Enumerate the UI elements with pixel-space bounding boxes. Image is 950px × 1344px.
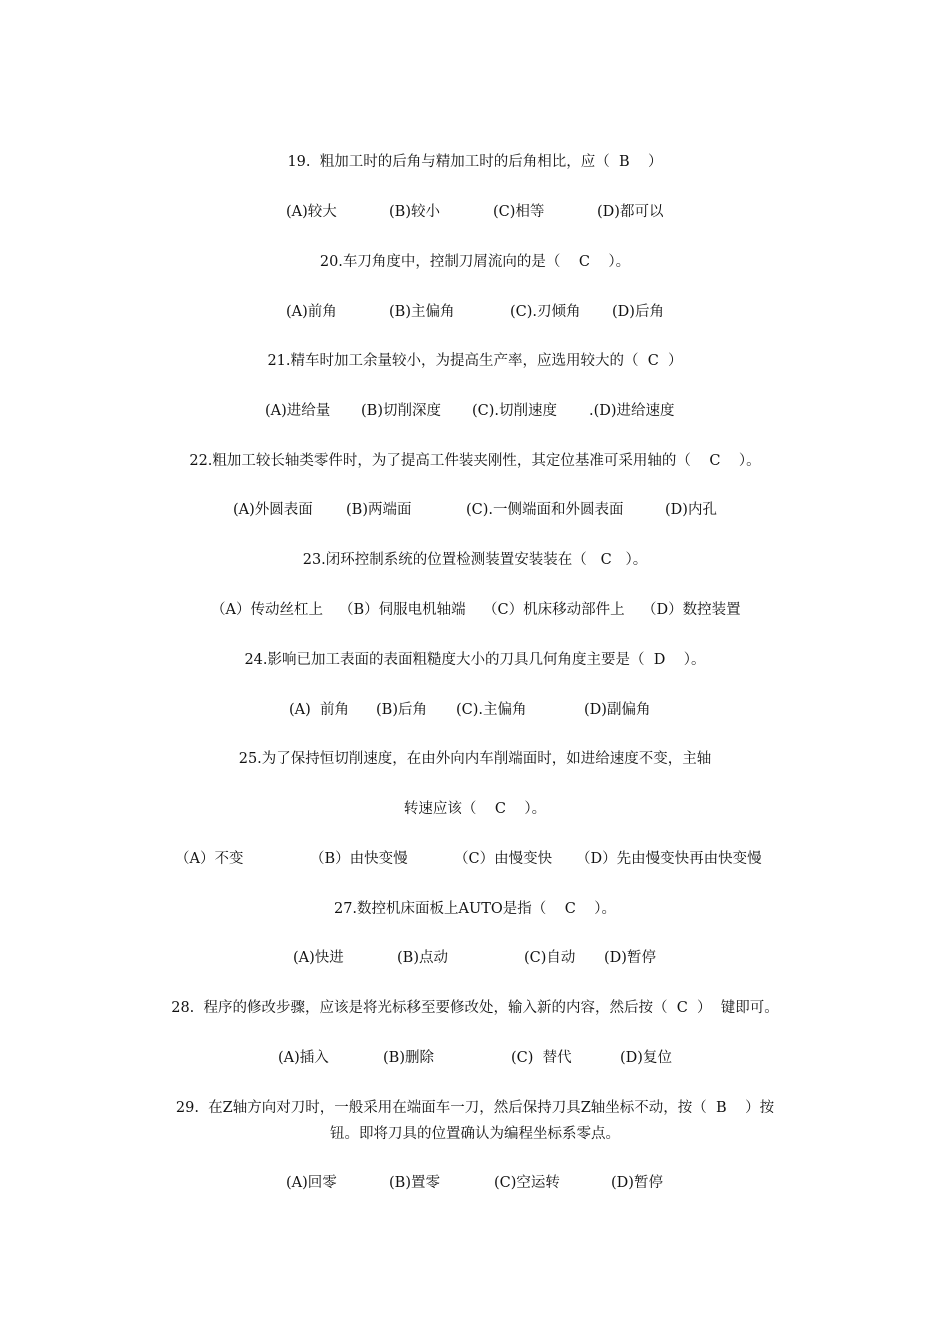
question-28: 28. 程序的修改步骤，应该是将光标移至要修改处，输入新的内容，然后按（ C ） 键即可。: [171, 1000, 779, 1016]
option-20-a: (A)前角: [286, 304, 337, 320]
option-23-d: （D）数控装置: [642, 602, 741, 618]
option-24-a: (A) 前角: [289, 702, 350, 718]
question-25: 25.为了保持恒切削速度，在由外向内车削端面时，如进给速度不变，主轴: [238, 751, 712, 767]
option-22-a: (A)外圆表面: [233, 502, 313, 518]
option-19-d: (D)都可以: [597, 204, 664, 220]
option-24-d: (D)副偏角: [584, 702, 651, 718]
option-28-d: (D)复位: [620, 1050, 672, 1066]
question-29: 29. 在Z轴方向对刀时，一般采用在端面车一刀，然后保持刀具Z轴坐标不动，按（ B ）按: [175, 1100, 775, 1116]
option-21-d: .(D)进给速度: [589, 403, 675, 419]
option-28-a: (A)插入: [278, 1050, 329, 1066]
question-20: 20.车刀角度中，控制刀屑流向的是（ C ）。: [319, 254, 631, 270]
option-21-c: (C).切削速度: [472, 403, 558, 419]
option-29-d: (D)暂停: [611, 1175, 663, 1191]
option-27-c: (C)自动: [524, 950, 576, 966]
option-22-d: (D)内孔: [665, 502, 717, 518]
option-24-c: (C).主偏角: [456, 702, 527, 718]
option-29-b: (B)置零: [389, 1175, 440, 1191]
option-27-b: (B)点动: [397, 950, 448, 966]
option-25-d: （D）先由慢变快再由快变慢: [576, 851, 762, 867]
option-27-d: (D)暂停: [604, 950, 656, 966]
option-20-c: (C).刃倾角: [510, 304, 581, 320]
option-29-c: (C)空运转: [494, 1175, 560, 1191]
question-29-cont: 钮。即将刀具的位置确认为编程坐标系零点。: [330, 1126, 620, 1142]
question-25-cont: 转速应该（ C ）。: [403, 801, 547, 817]
option-23-b: （B）伺服电机轴端: [339, 602, 466, 618]
option-25-c: （C）由慢变快: [454, 851, 553, 867]
question-22: 22.粗加工较长轴类零件时，为了提高工件装夹刚性，其定位基准可采用轴的（ C ）。: [189, 453, 761, 469]
question-27: 27.数控机床面板上AUTO是指（ C ）。: [333, 901, 617, 917]
option-28-b: (B)删除: [383, 1050, 434, 1066]
option-27-a: (A)快进: [293, 950, 344, 966]
option-23-c: （C）机床移动部件上: [483, 602, 625, 618]
option-23-a: （A）传动丝杠上: [211, 602, 323, 618]
option-19-b: (B)较小: [389, 204, 440, 220]
option-21-b: (B)切削深度: [361, 403, 441, 419]
option-28-c: (C) 替代: [511, 1050, 572, 1066]
option-20-d: (D)后角: [612, 304, 664, 320]
option-25-a: （A）不变: [175, 851, 244, 867]
question-23: 23.闭环控制系统的位置检测装置安装装在（ C ）。: [302, 552, 648, 568]
option-21-a: (A)进给量: [265, 403, 331, 419]
option-19-c: (C)相等: [493, 204, 545, 220]
option-19-a: (A)较大: [286, 204, 337, 220]
question-24: 24.影响已加工表面的表面粗糙度大小的刀具几何角度主要是（ D ）。: [244, 652, 706, 668]
option-25-b: （B）由快变慢: [310, 851, 408, 867]
question-21: 21.精车时加工余量较小，为提高生产率，应选用较大的（ C ）: [267, 353, 683, 369]
option-29-a: (A)回零: [286, 1175, 337, 1191]
option-22-b: (B)两端面: [346, 502, 412, 518]
option-20-b: (B)主偏角: [389, 304, 455, 320]
option-22-c: (C).一侧端面和外圆表面: [466, 502, 624, 518]
option-24-b: (B)后角: [376, 702, 427, 718]
question-19: 19. 粗加工时的后角与精加工时的后角相比，应（ B ）: [287, 154, 663, 170]
